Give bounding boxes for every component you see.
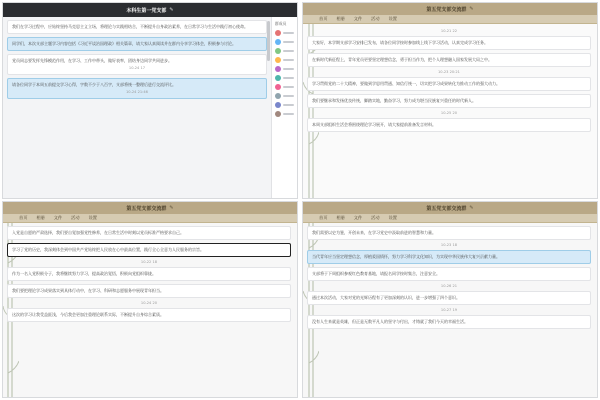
message-feed[interactable] [307,226,591,394]
message: 我们要把理论学习成果落实到具体行动中，在学习、科研和志愿服务中展现青年担当。 [7,284,291,298]
menu-home[interactable]: 首页 [319,16,328,21]
message: 党员同志要发挥先锋模范作用，在学习、工作中带头，做好表率，团结身边同学共同进步。 10-24 17 [7,54,267,75]
message-highlighted: 当代青年应当坚定理想信念，厚植爱国情怀，努力学习科学文化知识，为实现中华民族伟大复兴贡献力量。 [307,250,591,264]
chat-body [3,17,297,198]
message-date: 10-24 17 [128,66,146,70]
message: 支部将于下周组织参观红色教育基地，请报名同学按时集合，注意安全。 [307,267,591,281]
menu-album[interactable]: 相册 [336,215,345,220]
message: 大家好，本学期支部学习安排已发布，请各位同学按时参加线上线下学习活动，认真完成学习任务。 [307,36,591,50]
menu-files[interactable]: 文件 [353,16,363,21]
avatar [275,30,281,36]
menu-activity[interactable]: 活动 [371,215,380,220]
message-date: 10-24 21:46 [126,90,148,94]
menu-files[interactable]: 文件 [53,215,63,220]
member-list-title: 群成员 [275,21,287,26]
message: 通过本次活动，大家对党的光辉历程有了更加深刻的认识，进一步增强了四个意识。 [307,291,591,305]
edit-icon[interactable]: ✎ [469,6,474,12]
avatar [275,93,281,99]
message-feed[interactable] [7,20,267,195]
member-item[interactable] [272,66,297,72]
message: 我们要继承和发扬优良传统，脚踏实地，勤奋学习，努力成为堪当民族复兴重任的时代新人。 [307,94,591,108]
menu-album[interactable]: 相册 [36,215,45,220]
menu-activity[interactable]: 活动 [71,215,80,220]
chat-window-3 [2,201,298,398]
menu-album[interactable]: 相册 [336,16,345,21]
avatar [275,39,281,45]
avatar [275,75,281,81]
member-item[interactable] [272,39,297,45]
menu-home[interactable]: 首页 [319,215,328,220]
chat-title: 第五党支部交流群 [426,205,467,212]
message: 学习贯彻党的二十大精神，要做到学思用贯通、知信行统一，切实把学习成果转化为推动工作的强大动力。 [307,77,591,91]
member-list [271,17,297,198]
chat-title-bar [303,202,597,214]
message: 入党是自愿的严肃选择，我们要自觉加强党性修养，在日常生活中时刻以党员标准严格要求自己。 [7,226,291,240]
menu-settings[interactable]: 设置 [388,16,397,21]
avatar [275,102,281,108]
avatar [275,66,281,72]
chat-title-bar [3,202,297,214]
message: 这次的学习让我受益匪浅，今后我会更加注重理论联系实际，不断提升自身综合素质。 [7,308,291,322]
member-item[interactable] [272,84,297,90]
timestamp: 10-21 22 [440,29,458,33]
message: 我们需要以史为鉴，开创未来，在学习党史中汲取前进的智慧和力量。 [307,226,591,240]
chat-window-4 [302,201,598,398]
member-item[interactable] [272,75,297,81]
menu-bar [303,15,597,24]
member-item[interactable] [272,48,297,54]
chat-body [3,223,297,397]
message: 没有人生来就是英雄，但正是无数平凡人的坚守与付出，才铸就了我们今天的幸福生活。 [307,315,591,329]
message: 作为一名入党积极分子，我将继续努力学习，提高政治觉悟，积极向党组织靠拢。 [7,267,291,281]
message: 我们在学习过程中，应始终坚持马克思主义立场，将理论与实践相结合，不断提升自身政治素养，在日常学习与生活中践行初心使命。 [7,20,267,34]
menu-bar [3,214,297,223]
message-selected: 学习了党的历史，我深刻体会到中国共产党始终把人民放在心中最高位置，践行全心全意为人民服务的宗旨。 [7,243,291,257]
chat-window-2 [302,2,598,199]
avatar [275,84,281,90]
member-item[interactable] [272,93,297,99]
avatar [275,57,281,63]
chat-title: 第五党支部交流群 [426,6,467,13]
menu-settings[interactable]: 设置 [88,215,97,220]
member-item[interactable] [272,30,297,36]
chat-title-bar [3,3,297,17]
member-item[interactable] [272,111,297,117]
timestamp: 10-26 21 [440,284,458,288]
message: 在新时代新征程上，青年党员更要坚定理想信念，勇于担当作为，把个人理想融入国家发展大局之中。 [307,53,591,67]
message-highlighted: 请各位同学于本周五前提交学习心得，字数不少于八百字，支部将统一整理后进行交流评比。 10-24 21:46 [7,78,267,99]
chat-title: 第五党支部交流群 [126,205,167,212]
edit-icon[interactable]: ✎ [169,205,174,211]
timestamp: 10-23 18 [440,243,458,247]
menu-settings[interactable]: 设置 [388,215,397,220]
member-item[interactable] [272,57,297,63]
chat-title-bar [303,3,597,15]
chat-title: 本科生第一党支部 [126,7,167,14]
scrollbar[interactable] [267,21,270,61]
menu-activity[interactable]: 活动 [371,16,380,21]
avatar [275,111,281,117]
message-highlighted: 同学们，本次支部主题学习内容包括《习近平谈治国理政》相关篇章，请大家认真阅读并在群内分享学习体会，积极参与讨论。 [7,37,267,51]
menu-home[interactable]: 首页 [19,215,28,220]
message-feed[interactable] [307,27,591,195]
chat-body [303,24,597,198]
timestamp: 10-23 20:21 [438,70,460,74]
timestamp: 10-22 18 [140,260,158,264]
message-feed[interactable] [7,226,291,394]
chat-body [303,223,597,397]
menu-files[interactable]: 文件 [353,215,363,220]
edit-icon[interactable]: ✎ [469,205,474,211]
timestamp: 10-25 20 [440,111,458,115]
timestamp: 10-27 19 [440,308,458,312]
avatar [275,48,281,54]
edit-icon[interactable]: ✎ [169,7,174,13]
menu-bar [303,214,597,223]
member-item[interactable] [272,102,297,108]
message: 本周支部组织生活会将围绕理论学习展开，请大家提前准备发言材料。 [307,118,591,132]
chat-window-1 [2,2,298,199]
timestamp: 10-24 20 [140,301,158,305]
